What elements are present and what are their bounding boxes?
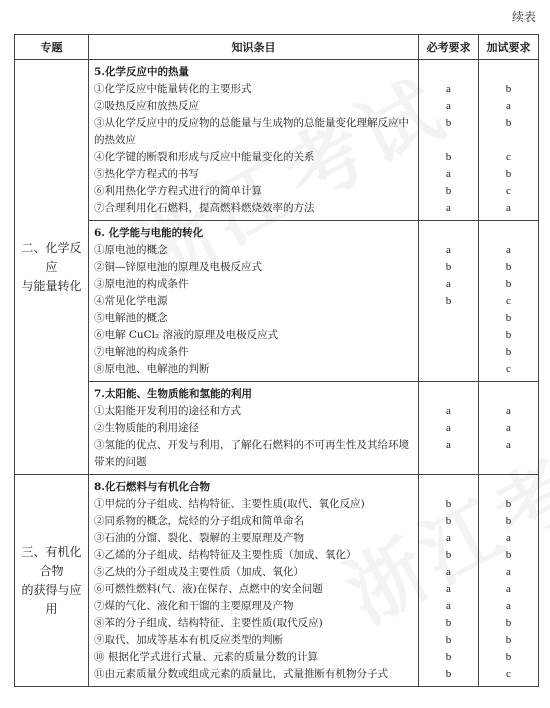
item-text: ③石油的分馏、裂化、裂解的主要原理及产物 (94, 532, 304, 544)
continued-label: 续表 (511, 10, 536, 24)
required-level: a (446, 532, 451, 544)
bonus-level: b (505, 617, 512, 629)
item-text: ⑦煤的气化、液化和干馏的主要原理及产物 (94, 600, 294, 612)
knowledge-cell (89, 475, 419, 687)
bonus-level: b (505, 168, 512, 180)
bonus-level: b (505, 549, 512, 561)
bonus-level: a (506, 405, 511, 417)
bonus-level: b (505, 498, 512, 510)
topic-cell (15, 475, 89, 687)
required-level: a (446, 83, 451, 95)
bonus-level: c (506, 668, 511, 680)
required-level: a (446, 566, 451, 578)
bonus-level: b (505, 83, 512, 95)
item-text: ②同系物的概念，烷烃的分子组成和简单命名 (94, 515, 304, 527)
required-level: b (445, 117, 452, 129)
bonus-cell (479, 475, 539, 687)
item-text: ④乙烯的分子组成、结构特征及主要性质（加成、氧化） (94, 549, 357, 561)
item-text: ⑩ 根据化学式进行式量、元素的质量分数的计算 (94, 651, 318, 663)
bonus-level: b (505, 261, 512, 273)
bonus-level: c (506, 295, 511, 307)
header-required: 必考要求 (419, 35, 479, 60)
item-text: ④化学键的断裂和形成与反应中能量变化的关系 (94, 151, 315, 163)
item-text: ③从化学反应中的反应物的总能量与生成物的总能量变化理解反应中的热效应 (94, 117, 409, 146)
header-bonus: 加试要求 (479, 35, 539, 60)
item-text: ⑤热化学方程式的书写 (94, 168, 199, 180)
knowledge-cell (89, 382, 419, 475)
topic-cell (15, 60, 89, 475)
bonus-level: a (506, 202, 511, 214)
bonus-level: c (506, 185, 511, 197)
bonus-level: a (506, 244, 511, 256)
bonus-level: b (505, 117, 512, 129)
required-level: a (446, 422, 451, 434)
topic-line: 与能量转化 (21, 278, 82, 293)
header-knowledge: 知识条目 (89, 35, 419, 60)
bonus-level: a (506, 100, 511, 112)
item-text: ②铜—锌原电池的原理及电极反应式 (94, 261, 262, 273)
required-level: b (445, 151, 452, 163)
bonus-cell (479, 60, 539, 221)
table-row (15, 475, 539, 687)
required-level: b (445, 651, 452, 663)
item-text: ③氢能的优点、开发与利用，了解化石燃料的不可再生性及其给环境带来的问题 (94, 439, 409, 468)
required-level: a (446, 244, 451, 256)
bonus-level: c (506, 151, 511, 163)
bonus-level: b (505, 634, 512, 646)
bonus-level: a (506, 422, 511, 434)
item-text: ⑨取代、加成等基本有机反应类型的判断 (94, 634, 283, 646)
required-level (424, 310, 473, 327)
item-text: ①化学反应中能量转化的主要形式 (94, 83, 252, 95)
bonus-level: a (506, 600, 511, 612)
required-level: b (445, 261, 452, 273)
bonus-level: a (506, 532, 511, 544)
required-level: a (446, 583, 451, 595)
required-level: b (445, 668, 452, 680)
required-level: a (446, 100, 451, 112)
item-text: ⑥可燃性燃料(气、液)在保存、点燃中的安全问题 (94, 583, 323, 595)
section-title: 8.化石燃料与有机化合物 (94, 481, 210, 493)
syllabus-table (14, 34, 539, 687)
required-level (424, 327, 473, 344)
required-cell (419, 382, 479, 475)
item-text: ⑪由元素质量分数或组成元素的质量比，式量推断有机物分子式 (94, 668, 388, 680)
table-row (15, 221, 539, 382)
required-level: a (446, 600, 451, 612)
item-text: ⑥电解 CuCl₂ 溶液的原理及电极反应式 (94, 329, 279, 341)
required-level: a (446, 168, 451, 180)
knowledge-cell (89, 221, 419, 382)
section-title: 6. 化学能与电能的转化 (94, 227, 204, 239)
bonus-cell (479, 382, 539, 475)
bonus-level: b (505, 278, 512, 290)
bonus-level: a (506, 566, 511, 578)
required-level: a (446, 202, 451, 214)
bonus-level: b (505, 515, 512, 527)
item-text: ①太阳能开发利用的途径和方式 (94, 405, 241, 417)
required-level: b (445, 617, 452, 629)
item-text: ②吸热反应和放热反应 (94, 100, 199, 112)
bonus-level: c (506, 363, 511, 375)
item-text: ①甲烷的分子组成、结构特征、主要性质(取代、氧化反应) (94, 498, 365, 510)
required-level: b (445, 295, 452, 307)
header-topic: 专题 (15, 35, 89, 60)
topic-line: 的获得与应用 (21, 582, 82, 616)
item-text: ②生物质能的利用途径 (94, 422, 199, 434)
item-text: ⑤乙炔的分子组成及主要性质（加成、氧化） (94, 566, 304, 578)
topic-line: 三、有机化合物 (21, 544, 82, 578)
required-cell (419, 221, 479, 382)
item-text: ⑦合理利用化石燃料，提高燃料燃烧效率的方法 (94, 202, 315, 214)
knowledge-cell (89, 60, 419, 221)
bonus-level: b (505, 346, 512, 358)
section-title: 5.化学反应中的热量 (94, 66, 189, 78)
required-level: b (445, 515, 452, 527)
item-text: ⑦电解池的构成条件 (94, 346, 189, 358)
required-level: b (445, 185, 452, 197)
item-text: ⑧原电池、电解池的判断 (94, 363, 210, 375)
bonus-level: b (505, 329, 512, 341)
item-text: ⑧苯的分子组成、结构特征、主要性质(取代反应) (94, 617, 323, 629)
item-text: ①原电池的概念 (94, 244, 168, 256)
required-level (424, 361, 473, 378)
required-level: a (446, 278, 451, 290)
item-text: ③原电池的构成条件 (94, 278, 189, 290)
table-row (15, 382, 539, 475)
item-text: ⑥利用热化学方程式进行的简单计算 (94, 185, 262, 197)
section-title: 7.太阳能、生物质能和氢能的利用 (94, 388, 252, 400)
bonus-cell (479, 221, 539, 382)
required-level: a (446, 405, 451, 417)
required-level: b (445, 634, 452, 646)
required-cell (419, 60, 479, 221)
item-text: ④常见化学电源 (94, 295, 168, 307)
header-row (15, 35, 539, 60)
item-text: ⑤电解池的概念 (94, 312, 168, 324)
bonus-level: a (506, 439, 511, 451)
required-level: a (446, 439, 451, 451)
bonus-level: a (506, 583, 511, 595)
bonus-level: b (505, 651, 512, 663)
topic-line: 二、化学反应 (21, 240, 82, 274)
bonus-level: b (505, 312, 512, 324)
required-level: b (445, 549, 452, 561)
required-level: b (445, 498, 452, 510)
required-cell (419, 475, 479, 687)
required-level (424, 344, 473, 361)
table-row (15, 60, 539, 221)
